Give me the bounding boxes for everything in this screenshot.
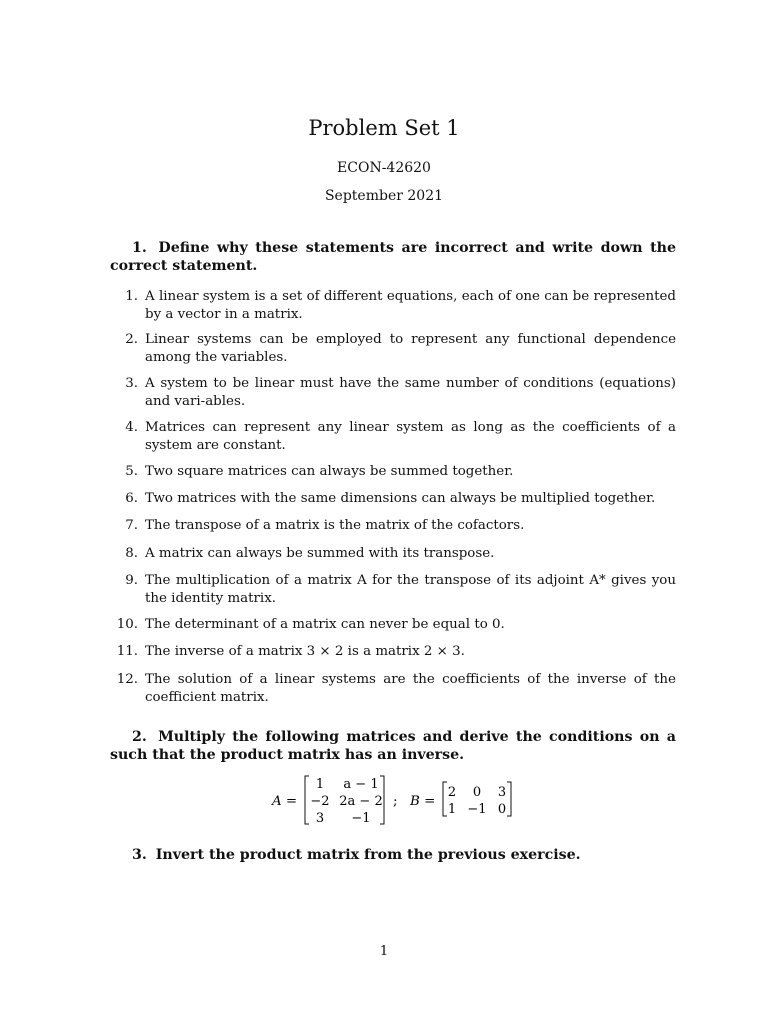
document-date: September 2021: [324, 188, 444, 204]
list-item-text: Linear systems can be employed to represent any functional dependence among the variables.: [145, 332, 676, 365]
list-item-text: Two matrices with the same dimensions can always be multiplied together.: [145, 491, 656, 506]
matrix-a-cell: 1: [315, 777, 325, 792]
matrix-b-cell: 3: [497, 785, 507, 800]
matrix-a-label: A =: [272, 794, 298, 809]
list-item-text: Matrices can represent any linear system as long as the coefficients of a system are constant.: [145, 420, 676, 453]
list-item-number: 12.: [116, 672, 138, 687]
course-code: ECON-42620: [337, 160, 431, 176]
matrix-separator: ;: [393, 794, 398, 809]
section-3-heading-text: Invert the product matrix from the previous exercise.: [155, 847, 581, 863]
list-item-text: The transpose of a matrix is the matrix of the cofactors.: [145, 518, 525, 533]
section-1-number: 1.: [132, 240, 147, 256]
matrix-b-left-bracket: [443, 782, 447, 816]
matrix-a-cell: −1: [351, 811, 371, 826]
section-2-number: 2.: [132, 729, 147, 745]
list-item-number: 11.: [116, 644, 138, 659]
document-title: Problem Set 1: [308, 116, 460, 140]
list-item-text: The multiplication of a matrix A for the transpose of its adjoint A* gives you the identity matrix.: [145, 573, 676, 606]
list-item-text: A matrix can always be summed with its transpose.: [145, 546, 495, 561]
list-item-text: Two square matrices can always be summed together.: [145, 464, 514, 479]
list-item-number: 7.: [125, 518, 138, 533]
matrix-b-label: B =: [410, 794, 436, 809]
page-number: 1: [379, 944, 389, 959]
list-item-number: 8.: [125, 546, 138, 561]
matrix-b-cell: 1: [447, 802, 457, 817]
section-2-heading-text: Multiply the following matrices and derive the conditions on a such that the product matrix has an inverse.: [110, 729, 676, 763]
list-item-text: A system to be linear must have the same number of conditions (equations) and vari-ables.: [145, 376, 676, 409]
list-item-number: 10.: [116, 617, 138, 632]
matrix-a-cell: a − 1: [343, 777, 379, 792]
list-item-text: A linear system is a set of different equations, each of one can be represented by a vector in a matrix.: [145, 289, 676, 322]
list-item-number: 9.: [125, 573, 138, 588]
matrix-b-right-bracket: [507, 782, 511, 816]
list-item-text: The inverse of a matrix 3 × 2 is a matrix 2 × 3.: [145, 644, 465, 659]
matrix-a-cell: −2: [310, 794, 330, 809]
list-item-number: 3.: [125, 376, 138, 391]
list-item-number: 6.: [125, 491, 138, 506]
matrix-a-left-bracket: [305, 776, 309, 824]
list-item-text: The determinant of a matrix can never be equal to 0.: [145, 617, 505, 632]
matrix-b-cell: 2: [447, 785, 457, 800]
section-1-heading-text: Define why these statements are incorrect and write down the correct statement.: [110, 240, 676, 274]
section-1-heading: [110, 239, 676, 275]
section-3-number: 3.: [132, 847, 147, 863]
matrix-a-cell: 2a − 2: [339, 794, 383, 809]
list-item-number: 2.: [125, 332, 138, 347]
matrix-equation-figure: [0, 774, 768, 826]
list-item-number: 4.: [125, 420, 138, 435]
matrix-a-cell: 3: [315, 811, 325, 826]
matrix-b-cell: 0: [472, 785, 482, 800]
matrix-equation: [0, 774, 768, 826]
section-3-heading: [110, 846, 676, 864]
section-2-heading: [110, 728, 676, 764]
list-item-number: 1.: [125, 289, 138, 304]
matrix-b-cell: 0: [497, 802, 507, 817]
matrix-b-cell: −1: [467, 802, 487, 817]
list-item-text: The solution of a linear systems are the coefficients of the inverse of the coefficient matrix.: [145, 672, 676, 705]
list-item-number: 5.: [125, 464, 138, 479]
